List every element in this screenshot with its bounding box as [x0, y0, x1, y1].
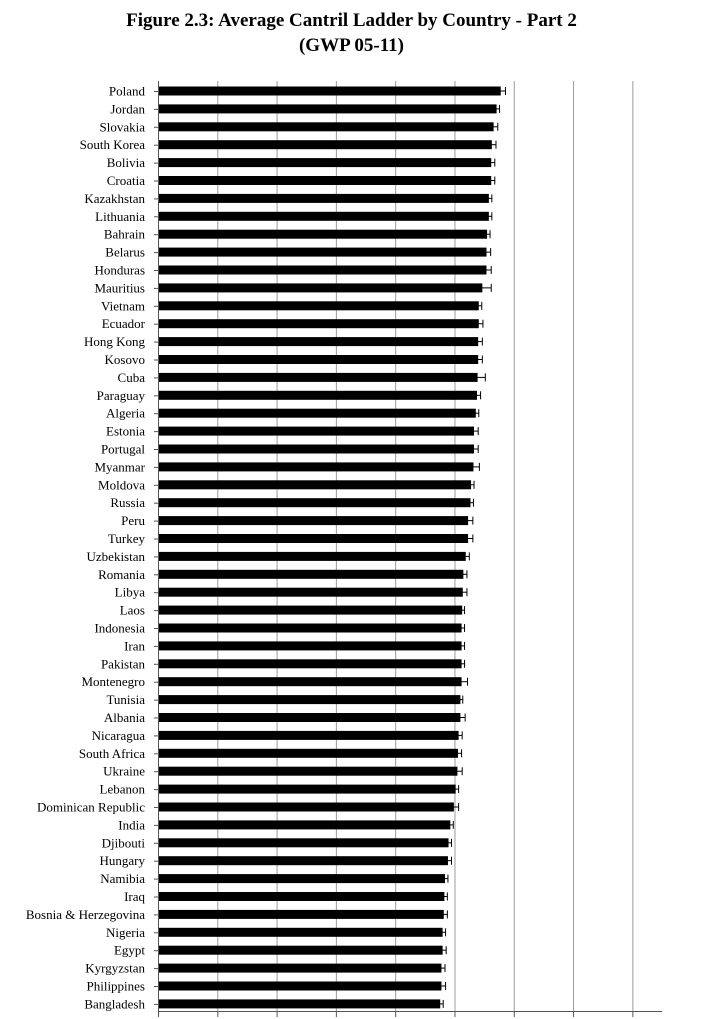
bar — [159, 427, 474, 436]
category-label: Hungary — [99, 853, 145, 869]
category-label: Bangladesh — [84, 996, 145, 1012]
bar — [159, 516, 468, 525]
category-label: Kyrgyzstan — [85, 960, 145, 976]
bar — [159, 856, 448, 865]
category-label: Egypt — [113, 942, 145, 958]
chart-subtitle: (GWP 05-11) — [298, 35, 405, 56]
bar — [159, 87, 501, 96]
category-label: Nigeria — [106, 924, 145, 940]
category-label: Belarus — [105, 244, 145, 260]
category-label: Nicaragua — [91, 727, 145, 743]
bar — [159, 319, 479, 328]
category-label: Lebanon — [99, 781, 145, 797]
bar — [159, 624, 462, 633]
bar — [159, 820, 450, 829]
bar — [159, 552, 466, 561]
bar — [159, 104, 497, 113]
category-label: South Korea — [79, 137, 145, 153]
bar — [159, 266, 486, 275]
bar — [159, 588, 463, 597]
category-label: Estonia — [106, 423, 145, 439]
category-label: Albania — [103, 710, 145, 725]
bar — [159, 140, 492, 149]
bar — [159, 212, 489, 221]
bar — [159, 462, 473, 471]
category-label: Cuba — [117, 369, 145, 385]
bar — [159, 677, 462, 686]
bar — [159, 570, 463, 579]
category-label: Moldova — [98, 477, 145, 493]
category-label: Paraguay — [96, 387, 145, 403]
bar — [159, 283, 482, 292]
category-label: India — [118, 817, 145, 833]
bar — [159, 122, 494, 131]
category-label: Romania — [98, 566, 145, 582]
category-label: Poland — [108, 83, 145, 99]
category-label: Djibouti — [101, 835, 145, 851]
category-label: South Africa — [78, 745, 145, 761]
category-label: Croatia — [106, 173, 145, 188]
bar — [159, 158, 491, 167]
category-label: Vietnam — [101, 298, 145, 314]
bar — [159, 337, 478, 346]
category-label: Montenegro — [81, 674, 145, 690]
category-label: Mauritius — [94, 280, 145, 296]
category-label: Tunisia — [106, 692, 145, 708]
bar — [159, 731, 459, 740]
bar — [159, 248, 486, 257]
category-label: Pakistan — [100, 656, 145, 672]
bar — [159, 695, 460, 704]
category-label: Namibia — [100, 871, 145, 887]
bar — [159, 910, 444, 919]
category-label: Ukraine — [103, 763, 145, 779]
bar — [159, 928, 443, 937]
category-label: Russia — [110, 495, 145, 511]
bar — [159, 803, 454, 812]
category-label: Dominican Republic — [37, 799, 145, 815]
category-label: Bahrain — [103, 226, 145, 242]
bar — [159, 176, 491, 185]
bar — [159, 373, 478, 382]
bar — [159, 946, 443, 955]
category-label: Bolivia — [106, 155, 145, 171]
bar — [159, 498, 470, 507]
bar — [159, 749, 458, 758]
bar — [159, 892, 444, 901]
category-label: Libya — [114, 584, 145, 600]
category-label: Peru — [121, 513, 145, 529]
bar — [159, 767, 457, 776]
bar — [159, 982, 441, 991]
bar — [159, 641, 462, 650]
category-label: Jordan — [110, 101, 145, 117]
category-label: Philippines — [86, 978, 145, 994]
bar — [159, 659, 462, 668]
category-label: Uzbekistan — [86, 548, 145, 564]
category-label: Portugal — [100, 441, 145, 457]
bar — [159, 391, 477, 400]
bar — [159, 355, 478, 364]
category-label: Kosovo — [104, 352, 145, 367]
bar — [159, 230, 487, 239]
error-bars — [437, 87, 505, 1008]
bar — [159, 713, 460, 722]
category-label: Algeria — [106, 405, 145, 421]
category-labels — [26, 84, 146, 1012]
category-label: Hong Kong — [83, 334, 145, 350]
category-label: Myanmar — [94, 459, 145, 475]
bar — [159, 785, 456, 794]
category-label: Bosnia & Herzegovina — [25, 906, 145, 922]
category-label: Slovakia — [99, 119, 145, 135]
bar — [159, 409, 476, 418]
category-label: Turkey — [107, 531, 145, 546]
bar — [159, 964, 441, 973]
bar — [159, 999, 440, 1008]
category-label: Honduras — [94, 262, 145, 278]
bar — [159, 194, 489, 203]
category-label: Kazakhstan — [84, 190, 145, 206]
bar — [159, 606, 462, 615]
bar — [159, 480, 471, 489]
category-label: Laos — [119, 602, 145, 618]
category-label: Indonesia — [94, 620, 145, 636]
category-label: Iran — [124, 638, 145, 654]
category-label: Ecuador — [101, 316, 145, 332]
category-label: Lithuania — [95, 208, 145, 224]
bars — [159, 87, 501, 1009]
bar — [159, 838, 449, 847]
bar — [159, 445, 474, 454]
bar — [159, 534, 468, 543]
bar — [159, 874, 445, 883]
chart-title: Figure 2.3: Average Cantril Ladder by Country - Part 2 — [126, 10, 577, 31]
category-label: Iraq — [124, 889, 145, 904]
bar — [159, 301, 479, 310]
